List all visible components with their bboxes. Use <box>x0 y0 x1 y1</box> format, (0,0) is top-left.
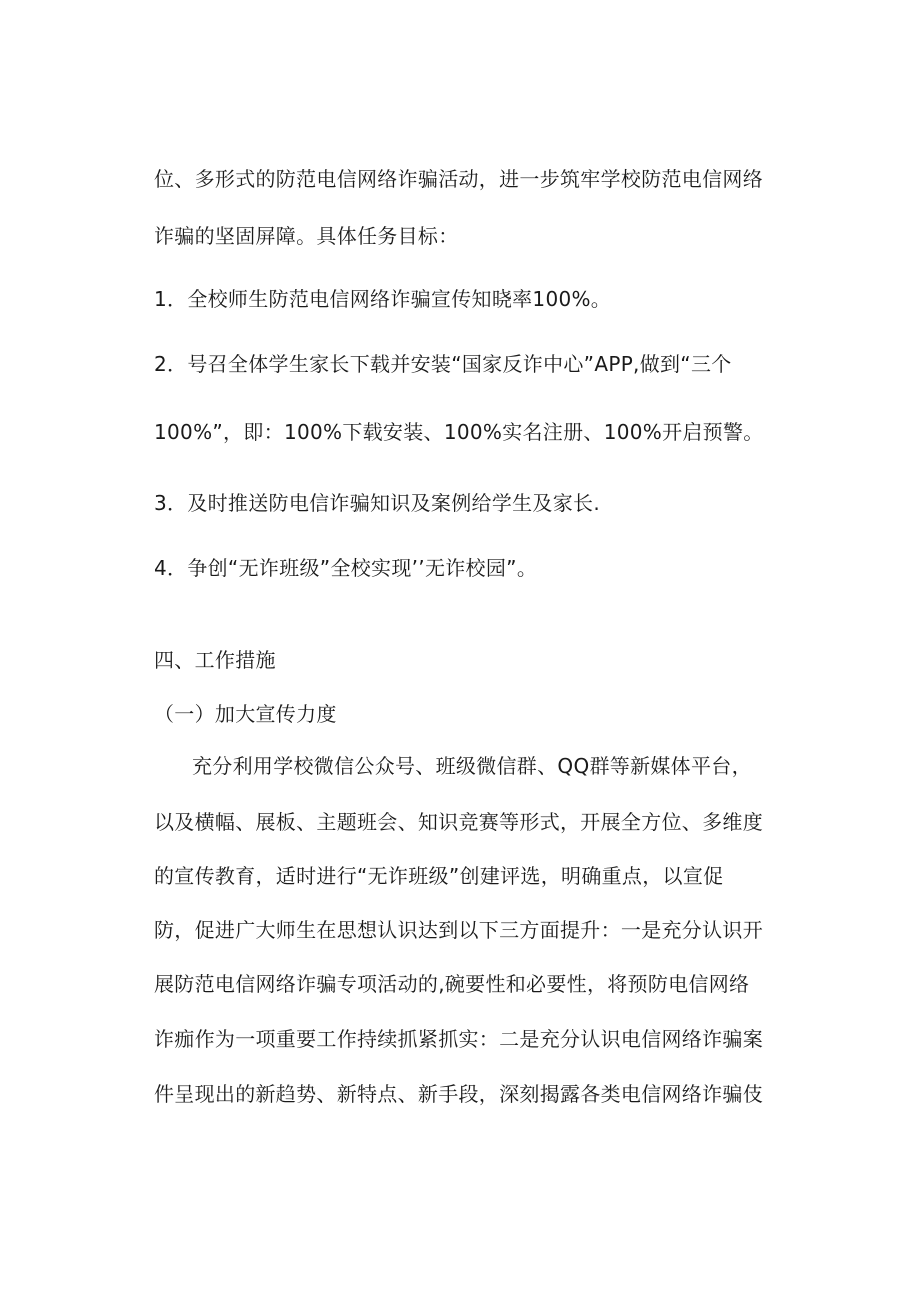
paragraph-line-5: 展防范电信网络诈骗专项活动的,碗要性和必要性，将预防电信网络 <box>154 972 750 996</box>
target-item-2-continued: 100%”，即：100%下载安装、100%实名注册、100%开启预警。 <box>154 420 764 444</box>
target-item-1: 1．全校师生防范电信网络诈骗宣传知晓率100%。 <box>154 287 612 311</box>
intro-line-1: 位、多形式的防范电信网络诈骗活动，进一步筑牢学校防范电信网络 <box>154 167 763 191</box>
paragraph-line-1: 充分利用学校微信公众号、班级微信群、QQ群等新媒体平台， <box>192 754 752 778</box>
subsection-heading: （一）加大宣传力度 <box>154 702 337 726</box>
paragraph-line-6: 诈痂作为一项重要工作持续抓紧抓实：二是充分认识电信网络诈骗案 <box>154 1027 763 1051</box>
target-item-2: 2．号召全体学生家长下载并安装“国家反诈中心”APP,做到“三个 <box>154 352 732 376</box>
intro-line-2: 诈骗的坚固屏障。具体任务目标： <box>154 224 459 248</box>
paragraph-line-2: 以及横幅、展板、主题班会、知识竞赛等形式，开展全方位、多维度 <box>154 810 763 834</box>
section-heading: 四、工作措施 <box>154 648 276 672</box>
target-item-4: 4．争创“无诈班级”全校实现’’无诈校园”。 <box>154 556 538 580</box>
paragraph-line-3: 的宣传教育，适时进行“无诈班级”创建评选，明确重点，以宣促 <box>154 864 724 888</box>
target-item-3: 3．及时推送防电信诈骗知识及案例给学生及家长. <box>154 491 600 515</box>
paragraph-line-7: 件呈现出的新趋势、新特点、新手段，深刻揭露各类电信网络诈骗伎 <box>154 1082 763 1106</box>
paragraph-line-4: 防，促进广大师生在思想认识达到以下三方面提升：一是充分认识开 <box>154 918 763 942</box>
